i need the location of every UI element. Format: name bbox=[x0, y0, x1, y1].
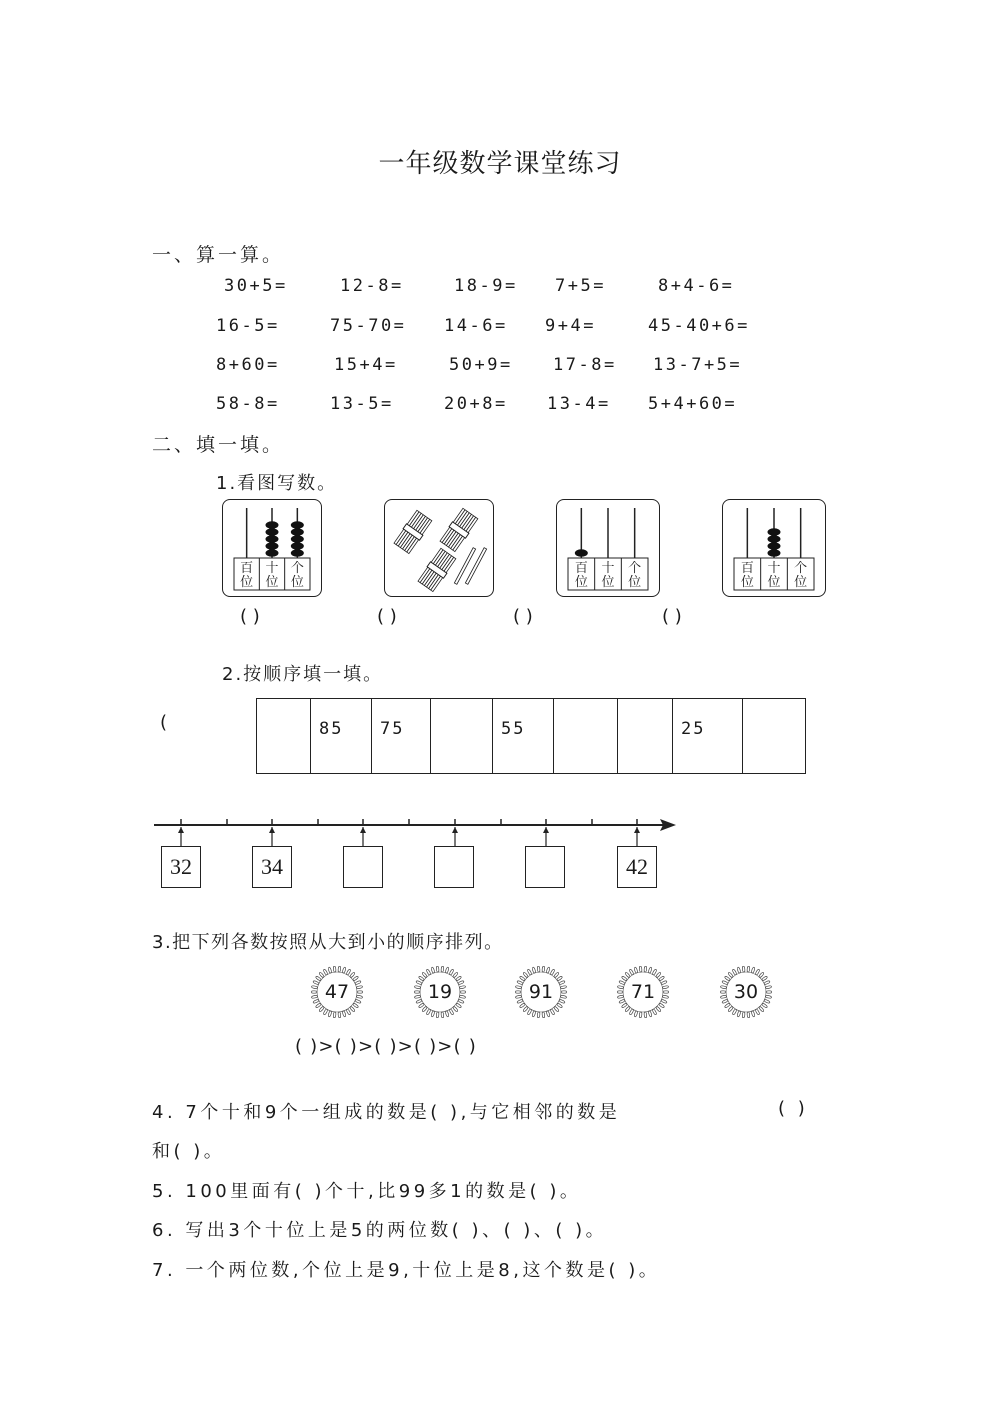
q1-label: 1.看图写数。 bbox=[216, 473, 338, 494]
svg-text:百: 百 bbox=[740, 561, 754, 576]
svg-text:位: 位 bbox=[767, 575, 781, 590]
svg-text:百: 百 bbox=[240, 561, 254, 576]
number-line-box: 42 bbox=[617, 846, 657, 888]
number-line-box[interactable] bbox=[343, 846, 383, 888]
q1-answer-2[interactable]: ( ) bbox=[377, 606, 397, 627]
sequence-cell: 75 bbox=[371, 699, 431, 773]
sequence-cell: 85 bbox=[310, 699, 371, 773]
q3-label: 3.把下列各数按照从大到小的顺序排列。 bbox=[152, 932, 504, 953]
circle-number-value: 71 bbox=[630, 981, 656, 1003]
abacus-3-drawing bbox=[723, 500, 825, 596]
q4-line1-tail[interactable]: ( ) bbox=[778, 1098, 809, 1119]
number-line-box[interactable] bbox=[525, 846, 565, 888]
sequence-cell[interactable] bbox=[430, 699, 492, 773]
sequence-cell[interactable] bbox=[617, 699, 673, 773]
abacus-3 bbox=[722, 499, 826, 597]
equation[interactable]: 18-9= bbox=[454, 276, 518, 296]
q4-line2: 和( )。 bbox=[152, 1141, 226, 1162]
equation[interactable]: 75-70= bbox=[330, 316, 407, 336]
sequence-table bbox=[256, 698, 806, 774]
sequence-cell: 55 bbox=[492, 699, 554, 773]
svg-text:十: 十 bbox=[265, 561, 279, 576]
equation[interactable]: 7+5= bbox=[555, 276, 606, 296]
equation[interactable]: 8+4-6= bbox=[658, 276, 735, 296]
section1-heading: 一、算一算。 bbox=[152, 244, 285, 266]
equation[interactable]: 9+4= bbox=[545, 316, 596, 336]
q2-label: 2.按顺序填一填。 bbox=[222, 664, 384, 685]
q1-answer-4[interactable]: ( ) bbox=[662, 606, 682, 627]
number-line-box[interactable] bbox=[434, 846, 474, 888]
circle-number-value: 30 bbox=[733, 981, 759, 1003]
svg-text:个: 个 bbox=[628, 561, 642, 576]
equation[interactable]: 20+8= bbox=[444, 394, 508, 414]
equation[interactable]: 5+4+60= bbox=[648, 394, 738, 414]
q4-line1: 4. 7个十和9个一组成的数是( ),与它相邻的数是 bbox=[152, 1102, 621, 1123]
decorative-circle-number bbox=[414, 966, 466, 1018]
svg-text:十: 十 bbox=[767, 561, 781, 576]
circle-number-value: 91 bbox=[528, 981, 554, 1003]
q5: 5. 100里面有( )个十,比99多1的数是( )。 bbox=[152, 1181, 582, 1202]
equation[interactable]: 15+4= bbox=[334, 355, 398, 375]
svg-text:位: 位 bbox=[794, 575, 808, 590]
decorative-circle-number bbox=[617, 966, 669, 1018]
equation[interactable]: 8+60= bbox=[216, 355, 280, 375]
number-line-box: 32 bbox=[161, 846, 201, 888]
equation[interactable]: 13-7+5= bbox=[653, 355, 743, 375]
abacus-1-drawing bbox=[223, 500, 321, 596]
abacus-2 bbox=[556, 499, 660, 597]
svg-text:个: 个 bbox=[290, 561, 304, 576]
svg-text:位: 位 bbox=[240, 575, 254, 590]
sequence-cell: 25 bbox=[672, 699, 743, 773]
q7: 7. 一个两位数,个位上是9,十位上是8,这个数是( )。 bbox=[152, 1260, 661, 1281]
svg-text:个: 个 bbox=[794, 561, 808, 576]
circle-number-value: 19 bbox=[427, 981, 453, 1003]
number-line-box: 34 bbox=[252, 846, 292, 888]
equation[interactable]: 17-8= bbox=[553, 355, 617, 375]
equation[interactable]: 58-8= bbox=[216, 394, 280, 414]
svg-text:位: 位 bbox=[740, 575, 754, 590]
sequence-cell[interactable] bbox=[742, 699, 805, 773]
decorative-circle-number bbox=[720, 966, 772, 1018]
svg-text:百: 百 bbox=[574, 561, 588, 576]
equation[interactable]: 30+5= bbox=[224, 276, 288, 296]
decorative-circle-number bbox=[311, 966, 363, 1018]
decorative-circle-number bbox=[515, 966, 567, 1018]
svg-text:十: 十 bbox=[601, 561, 615, 576]
q6: 6. 写出3个十位上是5的两位数( )、( )、( )。 bbox=[152, 1220, 608, 1241]
stick-bundles-drawing bbox=[385, 500, 493, 596]
q3-answer-line[interactable]: ( )>( )>( )>( )>( ) bbox=[295, 1036, 477, 1057]
equation[interactable]: 50+9= bbox=[449, 355, 513, 375]
equation[interactable]: 45-40+6= bbox=[648, 316, 750, 336]
equation[interactable]: 14-6= bbox=[444, 316, 508, 336]
equation[interactable]: 16-5= bbox=[216, 316, 280, 336]
svg-text:位: 位 bbox=[290, 575, 304, 590]
svg-text:位: 位 bbox=[265, 575, 279, 590]
q1-answer-3[interactable]: ( ) bbox=[513, 606, 533, 627]
equation[interactable]: 13-4= bbox=[547, 394, 611, 414]
abacus-1 bbox=[222, 499, 322, 597]
q1-answer-1[interactable]: ( ) bbox=[240, 606, 260, 627]
number-line bbox=[150, 810, 690, 846]
svg-text:位: 位 bbox=[628, 575, 642, 590]
svg-text:位: 位 bbox=[574, 575, 588, 590]
section2-heading: 二、填一填。 bbox=[152, 434, 285, 456]
equation[interactable]: 12-8= bbox=[340, 276, 404, 296]
circle-number-value: 47 bbox=[324, 981, 350, 1003]
sequence-cell[interactable] bbox=[257, 699, 311, 773]
q2-left-paren: ( bbox=[160, 712, 168, 733]
stick-bundles bbox=[384, 499, 494, 597]
page-title: 一年级数学课堂练习 bbox=[378, 149, 622, 179]
equation[interactable]: 13-5= bbox=[330, 394, 394, 414]
svg-text:位: 位 bbox=[601, 575, 615, 590]
sequence-cell[interactable] bbox=[553, 699, 618, 773]
abacus-2-drawing bbox=[557, 500, 659, 596]
